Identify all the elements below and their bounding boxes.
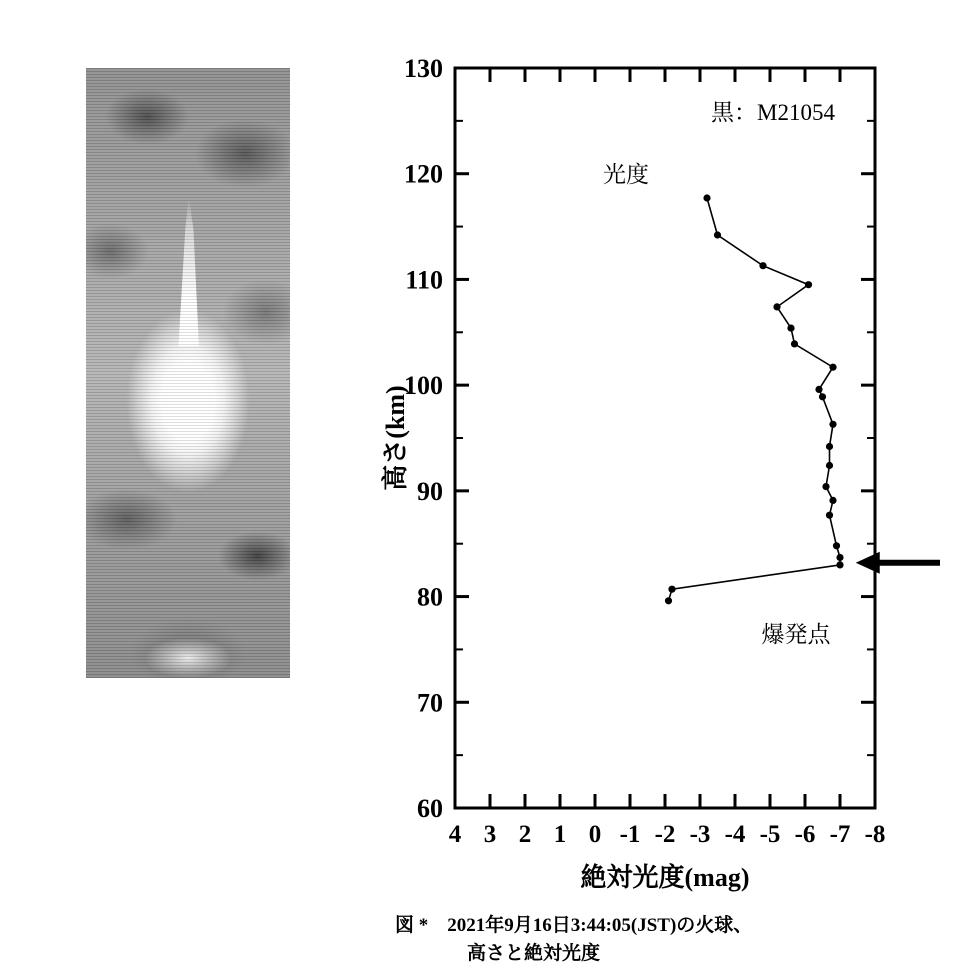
x-tick-label: 4 (448, 821, 462, 848)
x-tick-label: -6 (794, 821, 816, 848)
plot-frame (455, 68, 875, 808)
x-tick-label: -8 (864, 821, 886, 848)
y-tick-label: 60 (417, 794, 443, 823)
fireball-lower-glow (128, 628, 248, 678)
data-point (826, 462, 833, 469)
x-tick-label: -2 (654, 821, 676, 848)
x-tick-label: -3 (689, 821, 711, 848)
data-point (805, 281, 812, 288)
y-tick-label: 100 (404, 371, 443, 401)
fireball-image (86, 68, 290, 678)
data-point (829, 364, 836, 371)
chart-svg (380, 40, 940, 940)
data-point (826, 443, 833, 450)
x-axis-label: 絶対光度(mag) (580, 863, 750, 892)
x-tick-label: -4 (724, 821, 746, 848)
figure-caption (395, 912, 935, 967)
y-axis-label: 高さ(km) (381, 385, 410, 491)
data-point (829, 421, 836, 428)
data-point (668, 586, 675, 593)
y-tick-label: 110 (405, 265, 443, 295)
x-tick-label: 0 (588, 821, 602, 848)
data-point (714, 231, 721, 238)
x-tick-label: 2 (518, 821, 532, 848)
y-tick-label: 80 (417, 582, 443, 612)
light-curve-chart (380, 40, 940, 940)
data-point (819, 393, 826, 400)
series-label: 光度 (603, 162, 649, 187)
y-tick-label: 130 (404, 54, 443, 83)
x-tick-label: 1 (553, 821, 567, 848)
legend-label: 黒：M21054 (711, 100, 835, 125)
data-point (665, 597, 672, 604)
y-tick-label: 120 (404, 159, 443, 189)
x-tick-label: -7 (829, 821, 851, 848)
data-point (829, 497, 836, 504)
caption-line-2: 高さと絶対光度 (467, 942, 601, 964)
data-point (815, 386, 822, 393)
y-tick-label: 90 (417, 476, 443, 506)
x-tick-label: -5 (759, 821, 781, 848)
x-tick-label: -1 (619, 821, 641, 848)
data-point (787, 325, 794, 332)
data-point (703, 194, 710, 201)
data-point (773, 303, 780, 310)
y-tick-label: 70 (417, 688, 443, 718)
data-point (836, 554, 843, 561)
caption-line-1: 図 * 2021年9月16日3:44:05(JST)の火球、 (395, 915, 753, 936)
data-point (822, 483, 829, 490)
x-tick-label: 3 (483, 821, 497, 848)
data-point (836, 561, 843, 568)
data-point (826, 512, 833, 519)
explosion-point-label: 爆発点 (761, 622, 831, 647)
x-axis-tick-labels (449, 821, 886, 848)
data-point (791, 340, 798, 347)
data-point (833, 542, 840, 549)
data-point (759, 262, 766, 269)
